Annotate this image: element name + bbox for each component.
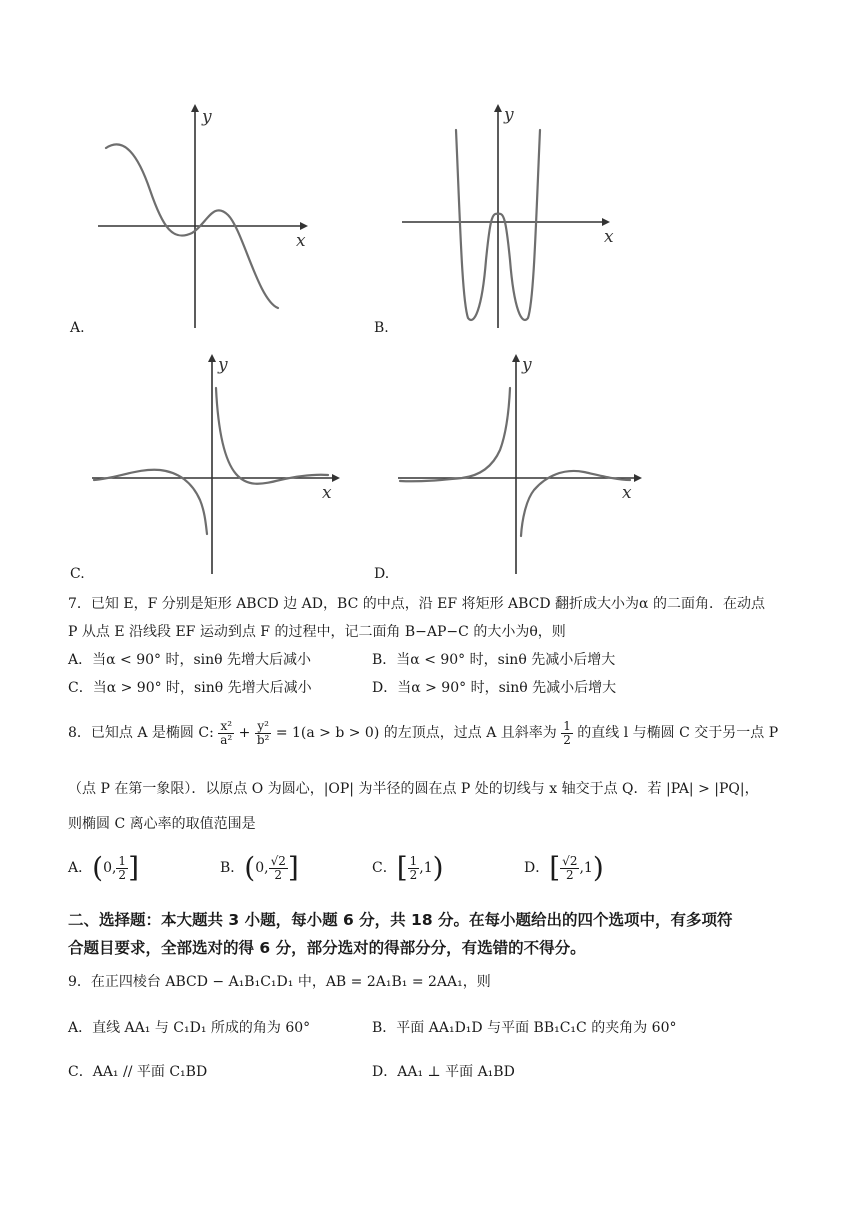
graph-a [68, 100, 318, 340]
graph-b-plot [372, 100, 622, 340]
graph-b [372, 100, 622, 340]
q7-stem-line2: P 从点 E 沿线段 EF 运动到点 F 的过程中，记二面角 B−AP−C 的大小为θ，则 [68, 624, 566, 640]
graph-d-label: D. [374, 566, 390, 582]
q7-option-c[interactable]: C．当α > 90° 时，sinθ 先增大后减小 [68, 680, 312, 696]
x-axis-label: x [322, 483, 332, 503]
q8-option-b[interactable]: B．(0, $\frac{√2}{2}$ ] [220, 851, 299, 884]
y-axis-label: y [522, 355, 532, 375]
graph-b-label: B. [374, 320, 389, 336]
y-axis-label: y [504, 105, 514, 125]
q9-stem: 9．在正四棱台 ABCD − A₁B₁C₁D₁ 中，AB = 2A₁B₁ = 2AA₁，则 [68, 974, 491, 990]
q8-stem-line1: 8．已知点 A 是椭圆 C: $\frac{\text{x²}}{\text{a²}}$ + $\frac{\text{y²}}{\text{b²}}$ = 1(a > b > 0) 的左顶点，过点 A 且斜率为 $\frac{1}{2}$ 的直线 l 与椭圆 C 交于另一点 P [68, 718, 779, 747]
slope-fraction: $\frac{1}{2}$ [563, 718, 571, 747]
x-axis-label: x [296, 231, 306, 251]
q8-prefix: 8．已知点 A 是椭圆 C: [68, 725, 214, 741]
graph-d [372, 350, 652, 580]
q8-tail: 的直线 l 与椭圆 C 交于另一点 P [572, 725, 779, 741]
q9-option-a[interactable]: A．直线 AA₁ 与 C₁D₁ 所成的角为 60° [68, 1020, 311, 1036]
y-axis-label: y [202, 107, 212, 127]
graph-c-plot [68, 350, 348, 580]
q8-option-c[interactable]: C．[ $\frac{1}{2}$ ,1) [372, 851, 444, 884]
q7-stem-line1: 7．已知 E，F 分别是矩形 ABCD 边 AD，BC 的中点，沿 EF 将矩形 ABCD 翻折成大小为α 的二面角．在动点 [68, 596, 765, 612]
graph-a-plot [68, 100, 318, 340]
q9-option-c[interactable]: C．AA₁ // 平面 C₁BD [68, 1064, 208, 1080]
q8-option-d[interactable]: D．[ $\frac{√2}{2}$ ,1) [524, 851, 604, 884]
q8-stem-line2: （点 P 在第一象限）．以原点 O 为圆心，|OP| 为半径的圆在点 P 处的切线与 x 轴交于点 Q．若 |PA| > |PQ|， [68, 781, 759, 797]
ellipse-y-term: $\frac{\text{y²}}{\text{b²}}$ [256, 718, 270, 747]
q8-ellipse-rest: = 1(a > b > 0) 的左顶点，过点 A 且斜率为 [275, 725, 557, 741]
section2-heading-line2: 合题目要求，全部选对的得 6 分，部分选对的得部分分，有选错的不得分。 [68, 939, 586, 957]
graph-a-label: A. [70, 320, 85, 336]
q7-option-b[interactable]: B．当α < 90° 时，sinθ 先减小后增大 [372, 652, 616, 668]
graph-c-label: C. [70, 566, 85, 582]
curve-c-left [94, 470, 207, 534]
x-axis-label: x [604, 227, 614, 247]
graph-d-plot [372, 350, 652, 580]
q8-option-a[interactable]: A．(0, $\frac{1}{2}$ ] [68, 851, 139, 884]
q7-option-d[interactable]: D．当α > 90° 时，sinθ 先减小后增大 [372, 680, 617, 696]
curve-d-left [400, 388, 510, 481]
q9-option-b[interactable]: B．平面 AA₁D₁D 与平面 BB₁C₁C 的夹角为 60° [372, 1020, 677, 1036]
ellipse-x-term: $\frac{\text{x²}}{\text{a²}}$ [220, 718, 233, 747]
q8-stem-line3: 则椭圆 C 离心率的取值范围是 [68, 816, 256, 832]
curve-d-right [521, 471, 630, 536]
y-axis-label: y [218, 355, 228, 375]
x-axis-label: x [622, 483, 632, 503]
section2-heading-line1: 二、选择题：本大题共 3 小题，每小题 6 分，共 18 分。在每小题给出的四个选项中，有多项符 [68, 911, 733, 929]
q7-option-a[interactable]: A．当α < 90° 时，sinθ 先增大后减小 [68, 652, 312, 668]
curve-c-right [216, 388, 328, 484]
q9-option-d[interactable]: D．AA₁ ⊥ 平面 A₁BD [372, 1064, 515, 1080]
graph-c [68, 350, 348, 580]
